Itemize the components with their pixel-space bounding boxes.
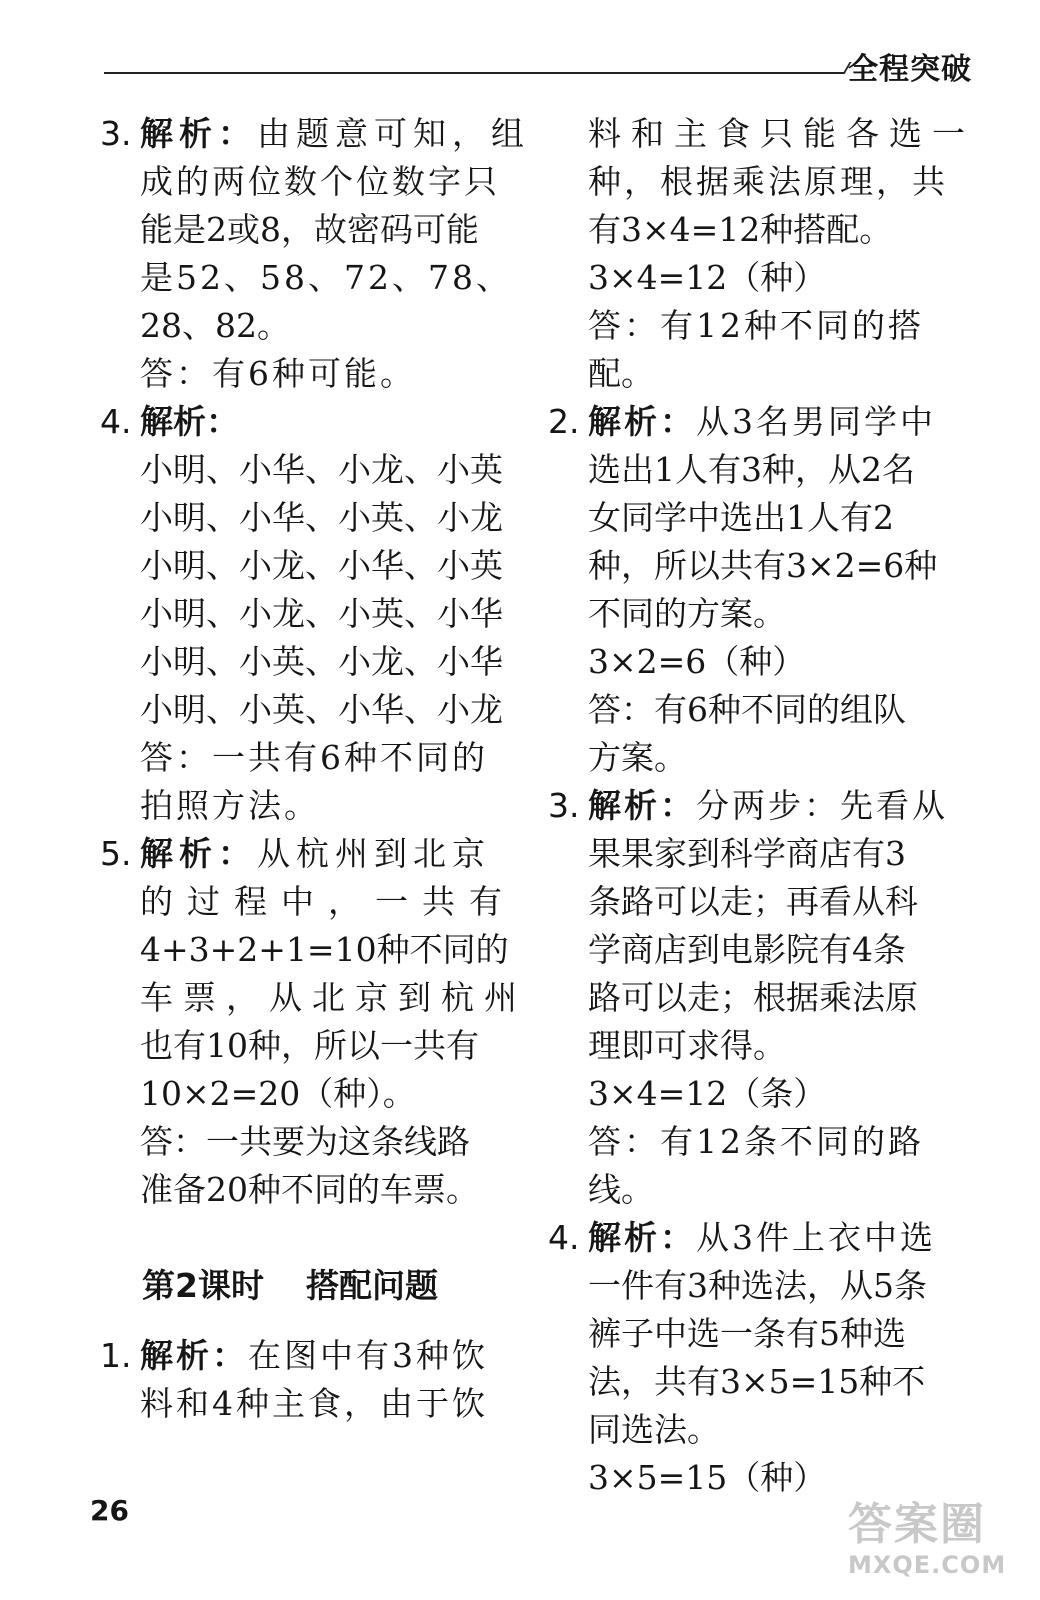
answer-line: 答：一共有6种不同的: [140, 738, 488, 777]
answer-line: 小明、小英、小龙、小华: [140, 642, 503, 681]
item-lead: 解析：: [140, 402, 239, 441]
item-number: 3.: [100, 114, 132, 153]
answer-line: 答：一共要为这条线路: [140, 1122, 470, 1161]
item-number: 3.: [548, 786, 580, 825]
item-lead: 解析：: [588, 1218, 696, 1257]
answer-line: 3×2=6（种）: [588, 642, 806, 681]
answer-line: 不同的方案。: [588, 594, 786, 633]
answer-line: 从3名男同学中: [696, 402, 936, 441]
answer-line: 有3×4=12种搭配。: [588, 210, 893, 249]
item-lead: 解析：: [140, 1336, 248, 1375]
item-number: 2.: [548, 402, 580, 441]
answer-line: 3×5=15（种）: [588, 1458, 827, 1497]
lesson2-item-1-continued: [548, 110, 975, 398]
answer-line: 线。: [588, 1170, 654, 1209]
answer-line: 在图中有3种饮: [248, 1336, 488, 1375]
answer-line: 从杭州到北京: [257, 834, 491, 873]
answer-line: 能是2或8，故密码可能: [140, 210, 479, 249]
answer-item-4: [100, 398, 520, 830]
answer-line: 学商店到电影院有4条: [588, 930, 906, 969]
answer-line: 选出1人有3种，从2名: [588, 450, 915, 489]
answer-line: 路可以走；根据乘法原: [588, 978, 918, 1017]
answer-line: 28、82。: [140, 306, 290, 345]
answer-line: 拍照方法。: [140, 786, 320, 825]
answer-line: 一件有3种选法，从5条: [588, 1266, 927, 1305]
header-title: 全程突破: [848, 52, 972, 87]
answer-item-5: [100, 830, 527, 1214]
answer-line: 料和4种主食，由于饮: [140, 1384, 488, 1423]
answer-line: 答：有12种不同的搭: [588, 306, 924, 345]
item-number: 5.: [100, 834, 132, 873]
watermark-logo-text: 答案圈: [848, 1499, 986, 1550]
answer-line: 答：有6种不同的组队: [588, 690, 906, 729]
answer-line: 裤子中选一条有5种选: [588, 1314, 906, 1353]
lesson-topic: 搭配问题: [305, 1266, 438, 1305]
answer-line: 从3件上衣中选: [696, 1218, 936, 1257]
answer-line: 3×4=12（条）: [588, 1074, 827, 1113]
answer-line: 种，根据乘法原理，共: [588, 162, 948, 201]
answer-line: 是52、58、72、78、: [140, 258, 512, 297]
item-lead: 解析：: [140, 834, 257, 873]
answer-line: 小明、小华、小英、小龙: [140, 498, 503, 537]
lesson2-item-3: [548, 782, 968, 1214]
answer-line: 料和主食只能各选一: [588, 114, 975, 153]
answer-line: 种，所以共有3×2=6种: [588, 546, 938, 585]
answer-line: 女同学中选出1人有2: [588, 498, 894, 537]
item-number: 1.: [100, 1336, 132, 1375]
item-number: 4.: [100, 402, 132, 441]
lesson2-item-2: [548, 398, 968, 782]
answer-line: 同选法。: [588, 1410, 720, 1449]
section-title: [142, 1262, 520, 1310]
header-rule: [104, 72, 840, 74]
answer-item-3: [100, 110, 530, 398]
answer-line: 小明、小龙、小华、小英: [140, 546, 503, 585]
item-lead: 解析：: [588, 786, 696, 825]
item-lead: 解析：: [140, 114, 257, 153]
lesson2-item-4: [548, 1214, 968, 1502]
answer-line: 答：有12条不同的路: [588, 1122, 924, 1161]
answer-line: 也有10种，所以一共有: [140, 1026, 479, 1065]
answer-line: 理即可求得。: [588, 1026, 786, 1065]
lesson2-item-1: [100, 1332, 520, 1428]
answer-line: 配。: [588, 354, 654, 393]
answer-line: 准备20种不同的车票。: [140, 1170, 479, 1209]
answer-line: 分两步：先看从: [696, 786, 948, 825]
answer-line: 成的两位数个位数字只: [140, 162, 500, 201]
answer-line: 果果家到科学商店有3: [588, 834, 906, 873]
answer-line: 的过程中，一共有: [140, 882, 516, 921]
lesson-label: 第2课时: [142, 1266, 264, 1305]
answer-line: 小明、小龙、小英、小华: [140, 594, 503, 633]
item-lead: 解析：: [588, 402, 696, 441]
answer-line: 4+3+2+1=10种不同的: [140, 930, 509, 969]
watermark: [848, 1500, 1018, 1596]
right-column: [548, 110, 975, 1502]
answer-line: 由题意可知，组: [257, 114, 530, 153]
watermark-site-text: MXQE.COM: [848, 1551, 1007, 1579]
answer-line: 条路可以走；再看从科: [588, 882, 918, 921]
answer-line: 法，共有3×5=15种不: [588, 1362, 926, 1401]
left-column: [100, 110, 530, 1428]
answer-line: 10×2=20（种）。: [140, 1074, 416, 1113]
answer-line: 小明、小华、小龙、小英: [140, 450, 503, 489]
answer-line: 3×4=12（种）: [588, 258, 827, 297]
answer-line: 车票，从北京到杭州: [140, 978, 527, 1017]
answer-line: 方案。: [588, 738, 687, 777]
item-number: 4.: [548, 1218, 580, 1257]
page-number: 26: [90, 1494, 129, 1527]
answer-line: 小明、小英、小华、小龙: [140, 690, 503, 729]
answer-line: 答：有6种可能。: [140, 354, 416, 393]
